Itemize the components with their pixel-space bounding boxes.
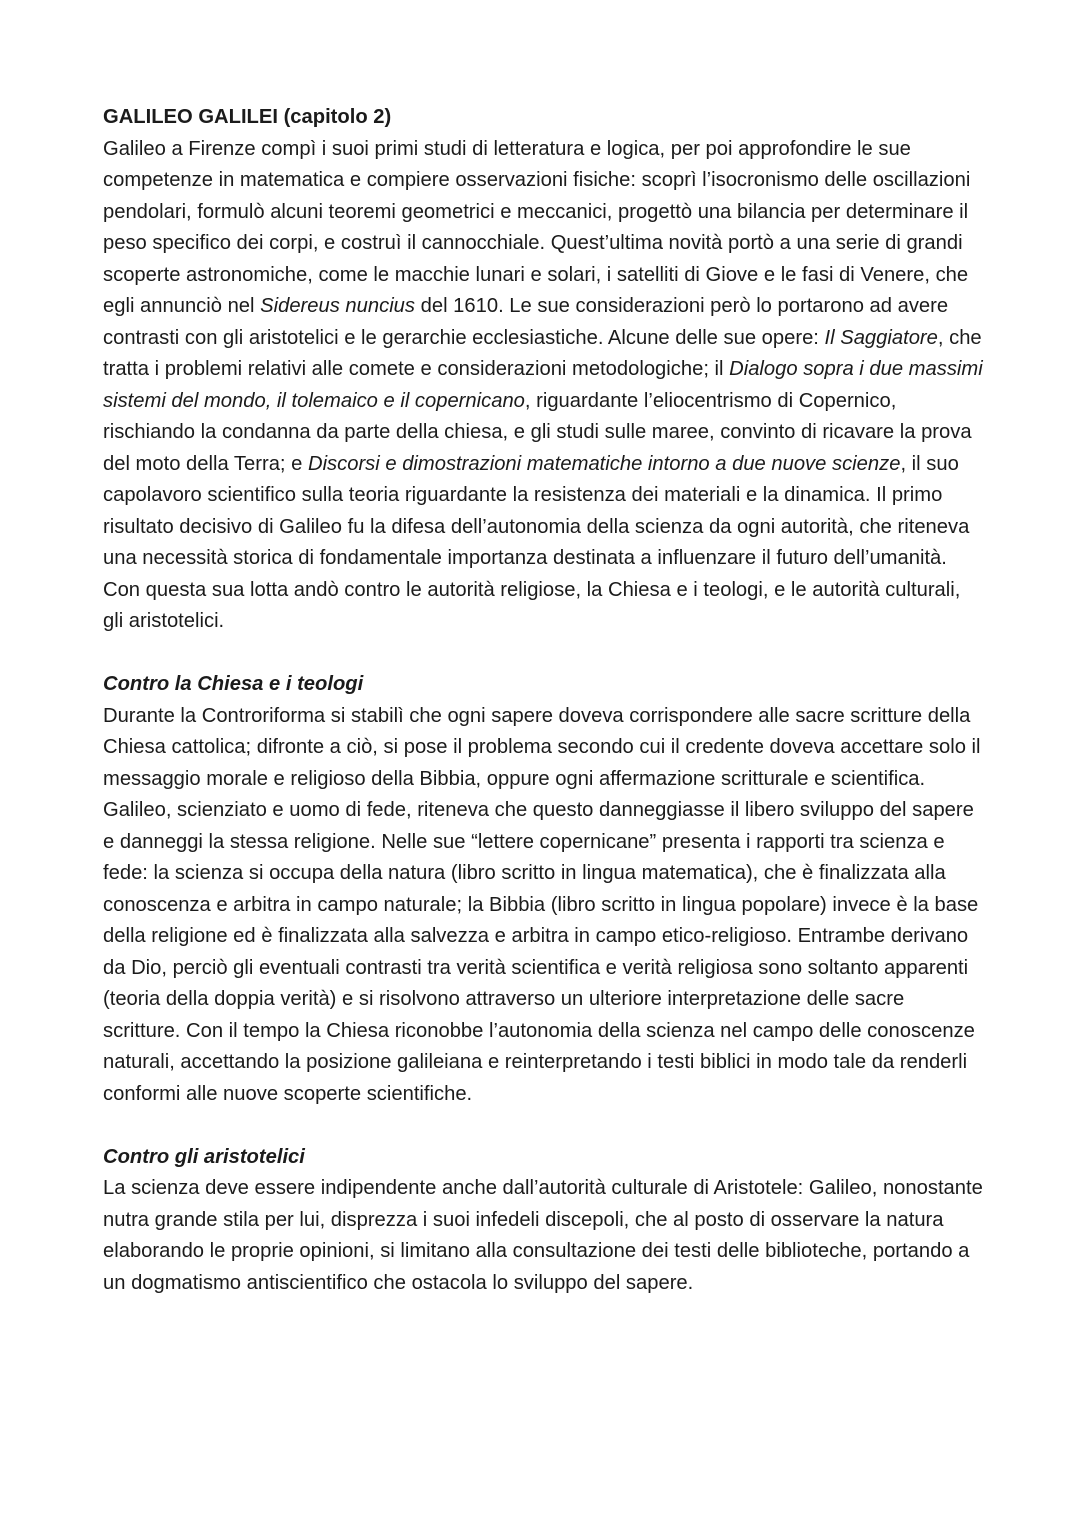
paragraph-spacer xyxy=(103,638,983,670)
intro-text: , riguardante l’eliocentrismo di Copernico, rischiando la condanna da parte della chiesa, e gli studi sulle maree, convinto di ricavare la prova del moto della Terra; e xyxy=(103,389,972,475)
intro-text: , che tratta i problemi relativi alle comete e considerazioni metodologiche; il xyxy=(103,326,982,380)
work-title-saggiatore: Il Saggiatore xyxy=(824,326,938,349)
section-body-aristotelici: La scienza deve essere indipendente anche dall’autorità culturale di Aristotele: Galileo, nonostante nutra grande stila per lui, disprezza i suoi infedeli discepoli, che al posto di osservare la natura elaborando le proprie opinioni, si limitano alla consultazione dei testi delle biblioteche, portando a un dogmatismo antiscientifico che ostacola lo sviluppo del sapere. xyxy=(103,1177,983,1294)
section-heading-aristotelici: Contro gli aristotelici xyxy=(103,1145,305,1168)
work-title-sidereus-nuncius: Sidereus nuncius xyxy=(260,295,416,317)
work-title-dialogo: Dialogo sopra i due massimi sistemi del mondo, il tolemaico e il copernicano xyxy=(103,358,983,412)
intro-text: del 1610. Le sue considerazioni però lo portarono ad avere contrasti con gli aristotelici e le gerarchie ecclesiastiche. Alcune delle sue opere: xyxy=(103,295,949,349)
section-heading-chiesa: Contro la Chiesa e i teologi xyxy=(103,673,364,695)
intro-text: , il suo capolavoro scientifico sulla teoria riguardante la resistenza dei materiali e la dinamica. Il primo risultato decisivo di Galileo fu la difesa dell’autonomia della scienza da ogni autorità, che riteneva una necessità storica di fondamentale importanza destinata a influenzare il futuro dell’umanità. Con questa sua lotta andò contro le autorità religiose, la Chiesa e i teologi, e le autorità culturali, gli aristotelici. xyxy=(103,452,970,632)
paragraph-spacer xyxy=(103,1110,983,1142)
document-title: GALILEO GALILEI (capitolo 2) xyxy=(103,106,392,128)
intro-text: Galileo a Firenze compì i suoi primi studi di letteratura e logica, per poi approfondire le sue competenze in matematica e compiere osservazioni fisiche: scoprì l’isocronismo delle oscillazioni pendolari, formulò alcuni teoremi geometrici e meccanici, progettò una bilancia per determinare il peso specifico dei corpi, e costruì il cannocchiale. Quest’ultima novità portò a una serie di grandi scoperte astronomiche, come le macchie lunari e solari, i satelliti di Giove e le fasi di Venere, che egli annunciò nel xyxy=(103,137,971,317)
document-page xyxy=(103,102,983,1299)
section-body-chiesa: Durante la Controriforma si stabilì che ogni sapere doveva corrispondere alle sacre scritture della Chiesa cattolica; difronte a ciò, si pose il problema secondo cui il credente doveva accettare solo il messaggio morale e religioso della Bibbia, oppure ogni affermazione scritturale e scientifica. Galileo, scienziato e uomo di fede, riteneva che questo danneggiasse il libero sviluppo del sapere e danneggi la stessa religione. Nelle sue “lettere copernicane” presenta i rapporti tra scienza e fede: la scienza si occupa della natura (libro scritto in lingua matematica), che è finalizzata alla conoscenza e arbitra in campo naturale; la Bibbia (libro scritto in lingua popolare) invece è la base della religione ed è finalizzata alla salvezza e arbitra in campo etico-religioso. Entrambe derivano da Dio, perciò gli eventuali contrasti tra verità scientifica e verità religiosa sono soltanto apparenti (teoria della doppia verità) e si risolvono attraverso un ulteriore interpretazione delle sacre scritture. Con il tempo la Chiesa riconobbe l’autonomia della scienza nel campo delle conoscenze naturali, accettando la posizione galileiana e reinterpretando i testi biblici in modo tale da renderli conformi alle nuove scoperte scientifiche. xyxy=(103,704,981,1105)
work-title-discorsi: Discorsi e dimostrazioni matematiche intorno a due nuove scienze xyxy=(307,452,901,475)
intro-paragraph xyxy=(103,134,983,638)
